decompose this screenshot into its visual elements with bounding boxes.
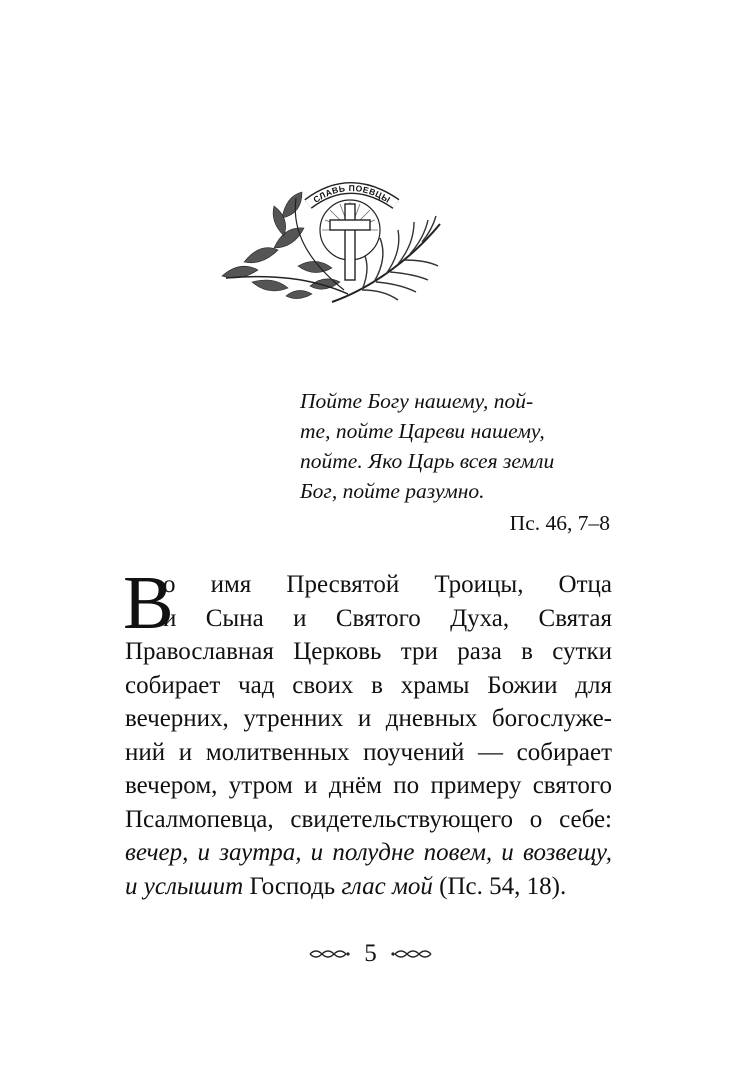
drop-cap: В xyxy=(123,561,174,645)
body-text: Господь xyxy=(243,872,342,900)
italic-quote: глас мой xyxy=(341,872,433,900)
emblem-banner-text: СЛАВЬ ПОЕВЦЫ xyxy=(311,182,393,206)
body-line: вечерних, утренних и дневных богослуже- xyxy=(125,705,612,732)
epigraph-line: те, пойте Цареви нашему, xyxy=(300,419,545,443)
epigraph-line: Бог, пойте разумно. xyxy=(300,479,485,503)
body-line: ний и молитвенных поучений — собирает xyxy=(125,738,612,766)
body-line xyxy=(125,870,612,904)
body-line: вечер, и заутра, и полудне повем, и возвещу, xyxy=(125,839,612,866)
knot-ornament-icon xyxy=(391,948,433,960)
body-line: вечером, утром и днём по примеру святого xyxy=(125,772,612,799)
epigraph-reference: Пс. 46, 7–8 xyxy=(509,511,610,535)
italic-quote: и услышит xyxy=(125,872,244,900)
page-footer xyxy=(0,940,741,968)
body-line: собирает чад своих в храмы Божии для xyxy=(125,671,612,699)
body-line: Псалмопевца, свидетельствующего о себе: xyxy=(125,805,612,833)
body-line: о имя Пресвятой Троицы, Отца xyxy=(163,571,612,598)
page-number: 5 xyxy=(364,940,377,967)
epigraph-line: Пойте Богу нашему, пой- xyxy=(300,389,534,413)
body-text: (Пс. 54, 18). xyxy=(432,872,567,900)
knot-ornament-icon xyxy=(308,948,350,960)
cross-wreath-icon xyxy=(212,178,444,310)
body-line: Православная Церковь три раза в сутки xyxy=(125,638,612,665)
body-paragraph xyxy=(123,561,612,903)
epigraph-line: пойте. Яко Царь всея земли xyxy=(300,449,555,473)
epigraph xyxy=(300,386,612,506)
body-line: и Сына и Святого Духа, Святая xyxy=(163,604,612,632)
